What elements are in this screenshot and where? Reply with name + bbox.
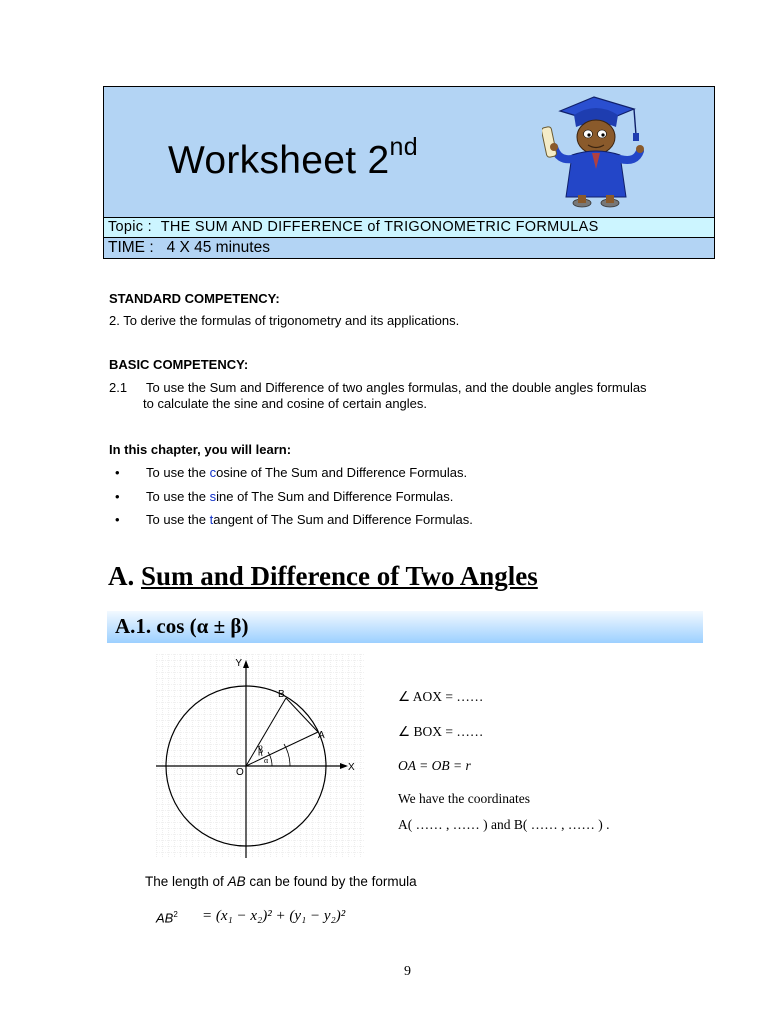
topic-label: Topic : [108,219,153,235]
worksheet-title: Worksheet 2nd [168,133,418,182]
radius-equation: OA = OB = r [398,758,471,773]
time-row [104,238,718,258]
learn-item-sine: To use the sine of The Sum and Difference Formulas. [146,489,454,504]
subsection-bar [107,611,703,643]
basic-competency-line2: to calculate the sine and cosine of certain angles. [143,396,428,411]
coordinates-points: A( …… , …… ) and B( …… , …… ) . [398,817,610,832]
beta-label: β [258,745,264,756]
page-number: 9 [404,964,411,979]
standard-competency-item: 2. To derive the formulas of trigonometry and its applications. [109,313,460,328]
bullet-icon: • [115,465,120,480]
bullet-icon: • [115,489,120,504]
time-label: TIME : [108,239,154,256]
alpha-label: α [264,756,269,765]
topic-value: THE SUM AND DIFFERENCE of TRIGONOMETRIC FORMULAS [160,219,599,235]
formula-rhs: = (x₁ − x₂)² + (y₁ − y₂)² [202,908,346,924]
basic-competency-heading: BASIC COMPETENCY: [109,357,249,372]
point-a-label: A [318,730,325,741]
time-value: 4 X 45 minutes [166,239,270,256]
basic-competency-number: 2.1 [109,380,128,395]
angle-box: ∠ BOX = …… [398,724,484,739]
coordinates-intro: We have the coordinates [398,791,530,806]
learn-item-tangent: To use the tangent of The Sum and Difference Formulas. [146,512,473,527]
standard-competency-heading: STANDARD COMPETENCY: [109,291,280,306]
topic-row [104,217,714,238]
bullet-icon: • [115,512,120,527]
origin-label: O [236,767,244,778]
section-title: A. Sum and Difference of Two Angles [108,561,538,591]
formula-intro: The length of AB can be found by the formula [145,874,417,889]
title-superscript: nd [389,133,418,161]
unit-circle-diagram [156,654,364,858]
point-b-label: B [278,689,285,700]
basic-competency-line1: To use the Sum and Difference of two angles formulas, and the double angles formulas [146,380,647,395]
worksheet-header [103,86,715,259]
learn-item-cosine: To use the cosine of The Sum and Difference Formulas. [146,465,468,480]
learn-heading: In this chapter, you will learn: [109,442,292,457]
x-label: X [348,762,355,773]
formula-lhs: $AB^2$ [156,910,178,926]
angle-aox: ∠ AOX = …… [398,689,484,704]
graduate-mascot-icon [542,89,652,214]
subsection-title: A.1. cos (α ± β) [115,614,249,638]
y-label: Y [235,658,242,669]
